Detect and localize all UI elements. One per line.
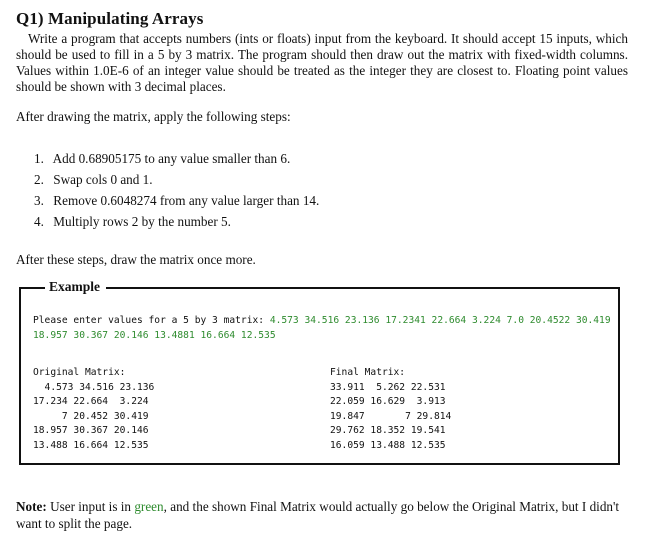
step-text: Remove 0.6048274 from any value larger than 14. — [53, 193, 320, 208]
list-item — [34, 148, 319, 169]
step-text: Add 0.68905175 to any value smaller than 6. — [52, 151, 291, 166]
step-number: 1. — [34, 151, 44, 166]
step-text: Swap cols 0 and 1. — [53, 172, 153, 187]
example-title: Example — [45, 279, 106, 295]
final-matrix — [330, 366, 451, 454]
after-draw-instruction: After drawing the matrix, apply the following steps: — [16, 109, 291, 124]
step-text: Multiply rows 2 by the number 5. — [53, 214, 231, 229]
step-number: 4. — [34, 214, 44, 229]
table-row: 33.911 5.262 22.531 — [330, 381, 446, 393]
example-box — [19, 279, 620, 465]
table-row: 19.847 7 29.814 — [330, 410, 452, 422]
question-body: Write a program that accepts numbers (ints or floats) input from the keyboard. It should accept 15 inputs, which should be used to fill in a 5 by 3 matrix. The program should then draw out the matrix with fixed-width columns. Values within 1.0E-6 of an integer value should be treated as the integer they are closest to. Floating point values should be shown with 3 decimal places. — [16, 31, 628, 94]
table-row: 4.573 34.516 23.136 — [33, 381, 155, 393]
table-row: 13.488 16.664 12.535 — [33, 439, 149, 451]
note-text-2: , and the shown Final Matrix would actually go below the Original Matrix, but I didn't want to split the page. — [16, 499, 620, 531]
original-matrix — [33, 366, 154, 454]
console-prompt-line — [33, 313, 613, 343]
question-title: Q1) Manipulating Arrays — [16, 9, 204, 28]
user-input: 4.573 34.516 23.136 17.2341 22.664 3.224 7.0 20.4522 30.419 18.957 30.367 20.146 13.4881 16.664 12.535 — [33, 315, 611, 341]
after-steps-instruction: After these steps, draw the matrix once more. — [16, 252, 256, 267]
note-green-word: green — [134, 499, 164, 514]
steps-list — [34, 148, 319, 232]
list-item — [34, 190, 319, 211]
table-row: 22.059 16.629 3.913 — [330, 396, 446, 408]
note-text-1: User input is in — [46, 499, 135, 514]
list-item — [34, 211, 319, 232]
table-row: 17.234 22.664 3.224 — [33, 396, 149, 408]
step-number: 2. — [34, 172, 44, 187]
note-label: Note: — [16, 499, 47, 514]
final-matrix-title: Final Matrix: — [330, 367, 406, 378]
console-prompt: Please enter values for a 5 by 3 matrix: — [33, 315, 265, 326]
table-row: 16.059 13.488 12.535 — [330, 439, 446, 451]
table-row: 18.957 30.367 20.146 — [33, 425, 149, 437]
table-row: 29.762 18.352 19.541 — [330, 425, 446, 437]
list-item — [34, 169, 319, 190]
original-matrix-title: Original Matrix: — [33, 367, 126, 378]
step-number: 3. — [34, 193, 44, 208]
note-paragraph — [16, 498, 628, 532]
table-row: 7 20.452 30.419 — [33, 410, 149, 422]
